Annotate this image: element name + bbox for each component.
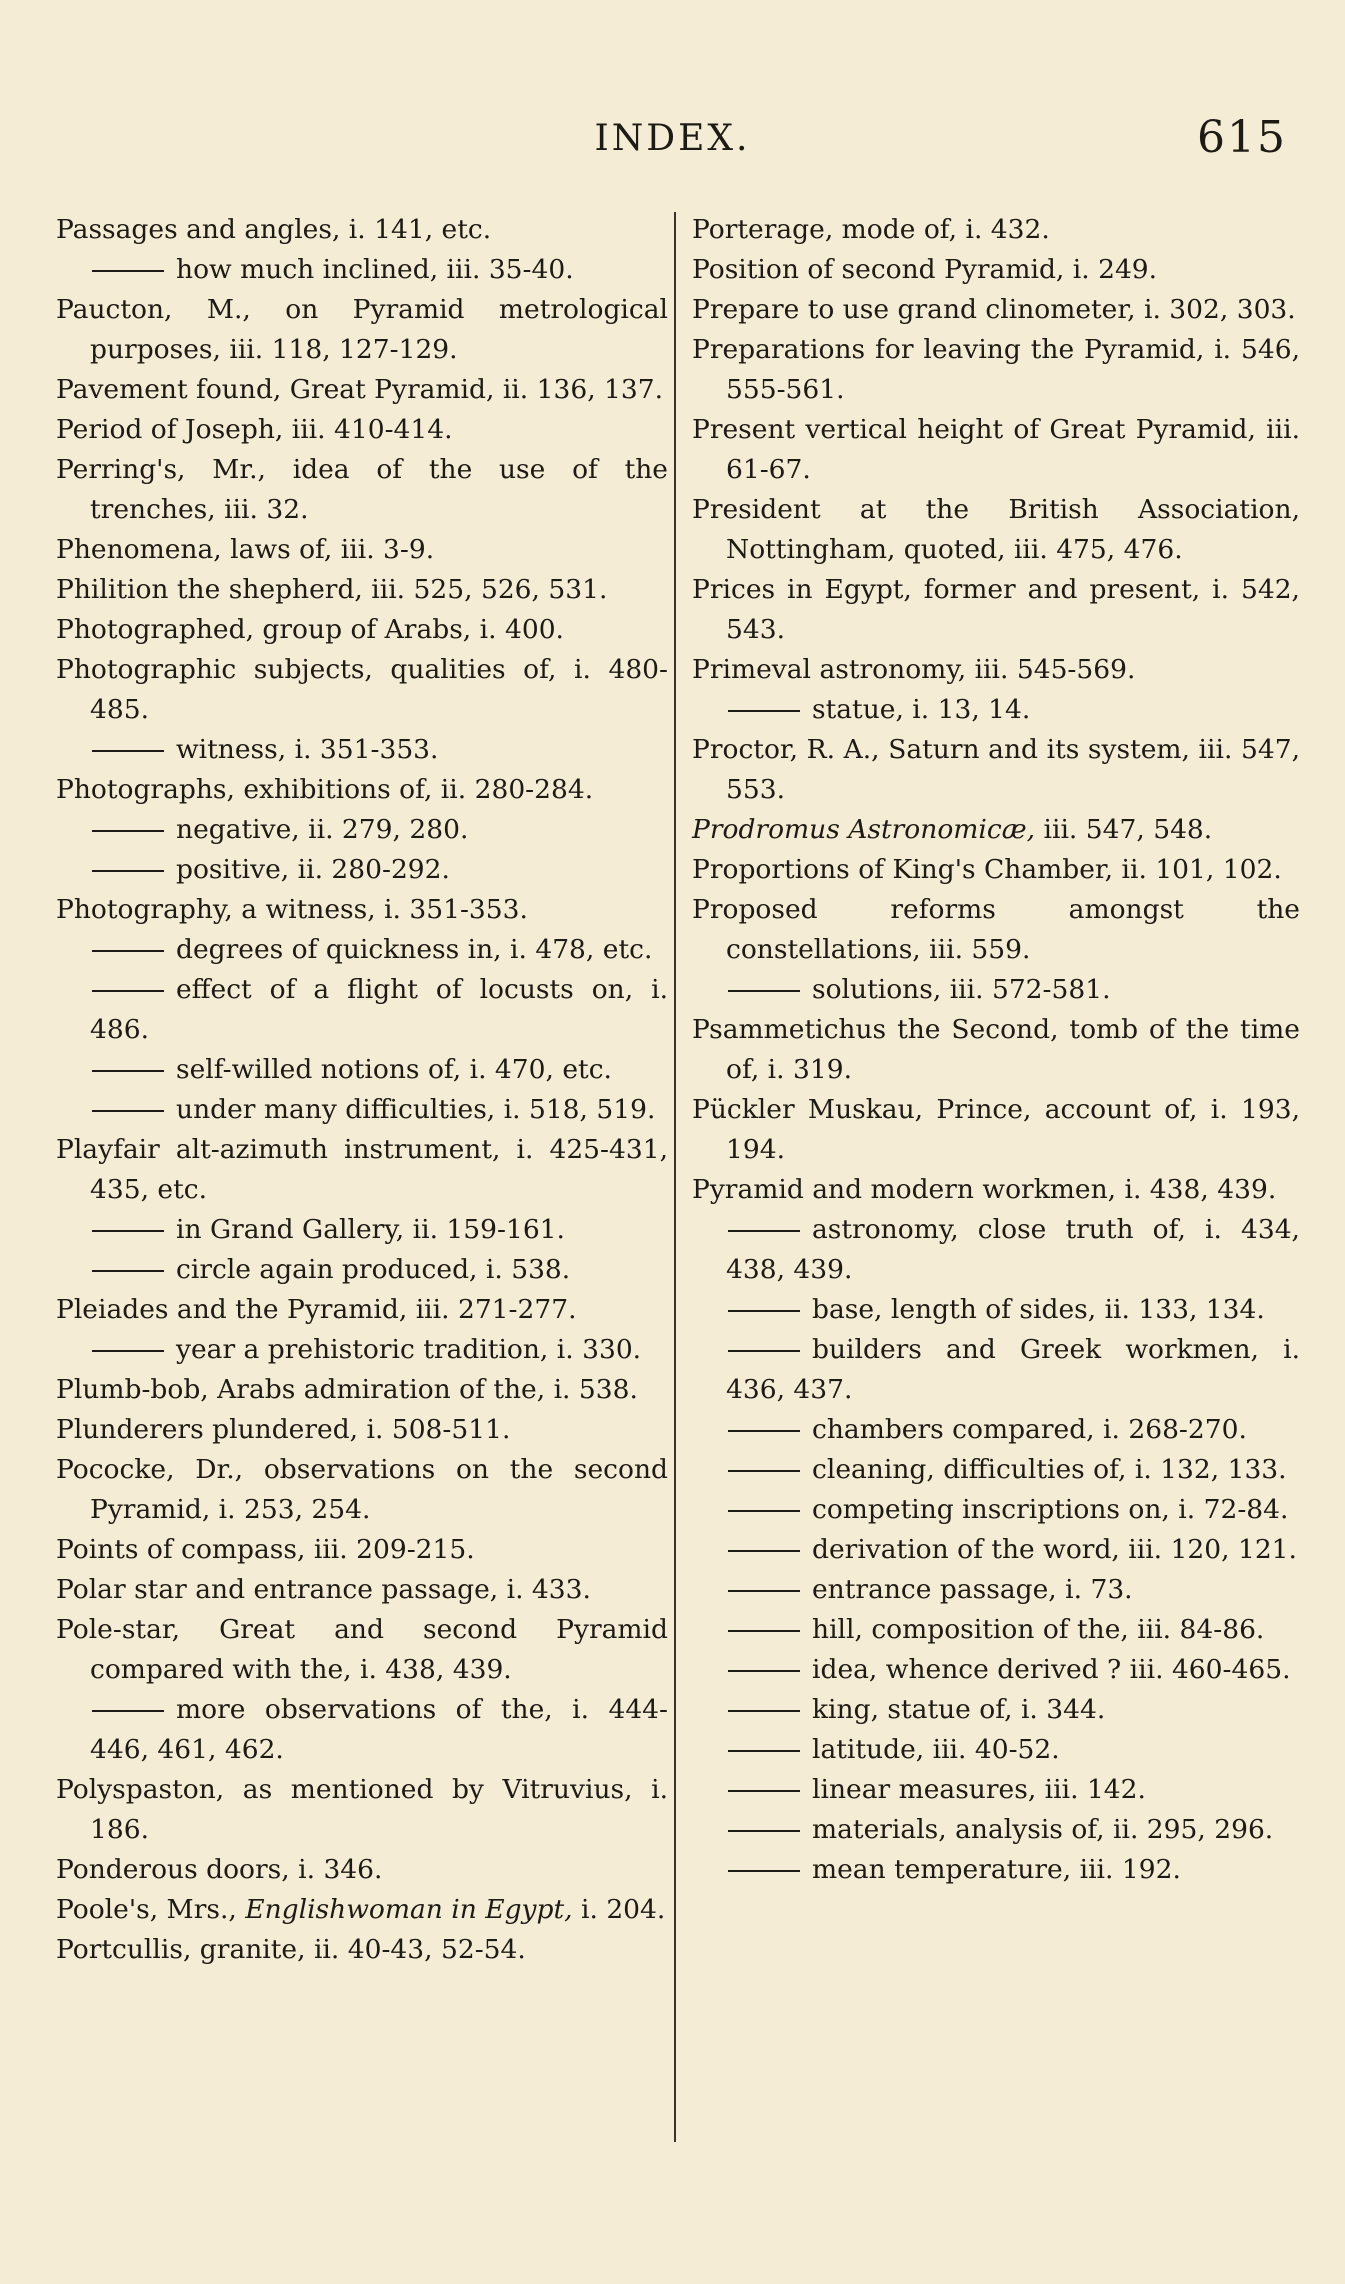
entry-text: Present vertical height of Great Pyramid, iii. 61-67. xyxy=(692,414,1300,485)
entry-text: negative, ii. 279, 280. xyxy=(176,814,469,845)
entry-text: Passages and angles, i. 141, etc. xyxy=(56,214,492,245)
entry-text: effect of a flight of locusts on, i. 486. xyxy=(90,974,668,1045)
index-entry xyxy=(56,1890,668,1930)
ditto-dash xyxy=(728,1550,800,1552)
index-subentry xyxy=(56,810,668,850)
index-entry xyxy=(56,370,668,410)
entry-text: chambers compared, i. 268-270. xyxy=(812,1414,1247,1445)
entry-text: Portcullis, granite, ii. 40-43, 52-54. xyxy=(56,1934,526,1965)
index-subentry xyxy=(56,730,668,770)
index-subentry xyxy=(56,1690,668,1770)
index-entry xyxy=(692,730,1300,810)
ditto-dash xyxy=(728,1790,800,1792)
entry-text: Paucton, M., on Pyramid metrological purposes, iii. 118, 127-129. xyxy=(56,294,668,365)
entry-text: Photographs, exhibitions of, ii. 280-284. xyxy=(56,774,594,805)
index-entry xyxy=(56,450,668,530)
entry-text: Pückler Muskau, Prince, account of, i. 193, 194. xyxy=(692,1094,1300,1165)
entry-text: self-willed notions of, i. 470, etc. xyxy=(176,1054,612,1085)
entry-text: in Grand Gallery, ii. 159-161. xyxy=(176,1214,565,1245)
entry-text: statue, i. 13, 14. xyxy=(812,694,1031,725)
entry-text: Perring's, Mr., idea of the use of the trenches, iii. 32. xyxy=(56,454,668,525)
ditto-dash xyxy=(92,1270,164,1272)
entry-text: linear measures, iii. 142. xyxy=(812,1774,1146,1805)
index-entry xyxy=(692,410,1300,490)
index-subentry xyxy=(692,1530,1300,1570)
ditto-dash xyxy=(728,1230,800,1232)
index-entry xyxy=(692,490,1300,570)
index-entry xyxy=(56,210,668,250)
index-subentry xyxy=(692,1570,1300,1610)
index-entry xyxy=(56,410,668,450)
entry-text: Period of Joseph, iii. 410-414. xyxy=(56,414,453,445)
entry-title-italic: Prodromus Astronomicæ, xyxy=(692,814,1036,845)
ditto-dash xyxy=(728,1750,800,1752)
entry-text: Photographic subjects, qualities of, i. 480-485. xyxy=(56,654,668,725)
entry-text: Pococke, Dr., observations on the second Pyramid, i. 253, 254. xyxy=(56,1454,668,1525)
index-subentry xyxy=(56,250,668,290)
index-subentry xyxy=(692,1850,1300,1890)
entry-text: Philition the shepherd, iii. 525, 526, 531. xyxy=(56,574,608,605)
entry-text: cleaning, difficulties of, i. 132, 133. xyxy=(812,1454,1287,1485)
index-subentry xyxy=(692,1410,1300,1450)
entry-text: Prepare to use grand clinometer, i. 302, 303. xyxy=(692,294,1296,325)
entry-text-after: iii. 547, 548. xyxy=(1035,814,1213,845)
ditto-dash xyxy=(728,990,800,992)
entry-text: mean temperature, iii. 192. xyxy=(812,1854,1181,1885)
entry-text: Psammetichus the Second, tomb of the time of, i. 319. xyxy=(692,1014,1300,1085)
ditto-dash xyxy=(92,870,164,872)
index-entry xyxy=(692,890,1300,970)
entry-text: Plumb-bob, Arabs admiration of the, i. 538. xyxy=(56,1374,638,1405)
entry-text: astronomy, close truth of, i. 434, 438, 439. xyxy=(726,1214,1300,1285)
ditto-dash xyxy=(728,1870,800,1872)
ditto-dash xyxy=(92,990,164,992)
ditto-dash xyxy=(728,1350,800,1352)
page-title: INDEX. xyxy=(594,118,751,159)
entry-text: Photographed, group of Arabs, i. 400. xyxy=(56,614,564,645)
entry-text: Porterage, mode of, i. 432. xyxy=(692,214,1050,245)
entry-text: derivation of the word, iii. 120, 121. xyxy=(812,1534,1297,1565)
ditto-dash xyxy=(728,710,800,712)
index-entry xyxy=(56,1370,668,1410)
index-subentry xyxy=(692,1330,1300,1410)
index-entry xyxy=(56,1450,668,1530)
index-column-right xyxy=(692,210,1300,1890)
index-entry xyxy=(56,610,668,650)
index-subentry xyxy=(56,1250,668,1290)
index-entry xyxy=(692,290,1300,330)
entry-text: witness, i. 351-353. xyxy=(176,734,439,765)
index-subentry xyxy=(56,1330,668,1370)
ditto-dash xyxy=(728,1430,800,1432)
index-subentry xyxy=(56,1050,668,1090)
index-subentry xyxy=(692,1810,1300,1850)
entry-text: Phenomena, laws of, iii. 3-9. xyxy=(56,534,435,565)
entry-text: Poole's, Mrs., xyxy=(56,1894,246,1925)
ditto-dash xyxy=(92,830,164,832)
entry-text: Pavement found, Great Pyramid, ii. 136, 137. xyxy=(56,374,664,405)
ditto-dash xyxy=(92,1070,164,1072)
ditto-dash xyxy=(92,1110,164,1112)
ditto-dash xyxy=(92,1230,164,1232)
entry-text: President at the British Association, Nottingham, quoted, iii. 475, 476. xyxy=(692,494,1300,565)
index-subentry xyxy=(692,1490,1300,1530)
index-entry xyxy=(56,1130,668,1210)
entry-text: idea, whence derived ? iii. 460-465. xyxy=(812,1654,1291,1685)
index-entry xyxy=(56,1290,668,1330)
index-subentry xyxy=(692,1210,1300,1290)
index-entry xyxy=(692,850,1300,890)
index-subentry xyxy=(692,1650,1300,1690)
ditto-dash xyxy=(92,1350,164,1352)
column-divider xyxy=(674,212,676,2142)
entry-text: Playfair alt-azimuth instrument, i. 425-431, 435, etc. xyxy=(56,1134,668,1205)
entry-text: solutions, iii. 572-581. xyxy=(812,974,1111,1005)
ditto-dash xyxy=(92,750,164,752)
index-subentry xyxy=(692,1610,1300,1650)
entry-text: year a prehistoric tradition, i. 330. xyxy=(176,1334,642,1365)
index-entry xyxy=(692,1090,1300,1170)
entry-text: degrees of quickness in, i. 478, etc. xyxy=(176,934,653,965)
entry-text: hill, composition of the, iii. 84-86. xyxy=(812,1614,1265,1645)
entry-text: under many difficulties, i. 518, 519. xyxy=(176,1094,656,1125)
index-subentry xyxy=(692,1770,1300,1810)
index-subentry xyxy=(692,690,1300,730)
index-entry xyxy=(56,1530,668,1570)
entry-text: Ponderous doors, i. 346. xyxy=(56,1854,383,1885)
ditto-dash xyxy=(728,1590,800,1592)
entry-text: competing inscriptions on, i. 72-84. xyxy=(812,1494,1289,1525)
index-subentry xyxy=(56,850,668,890)
entry-text: more observations of the, i. 444-446, 461, 462. xyxy=(90,1694,668,1765)
entry-text: positive, ii. 280-292. xyxy=(176,854,450,885)
index-entry xyxy=(56,1410,668,1450)
entry-text: base, length of sides, ii. 133, 134. xyxy=(812,1294,1265,1325)
index-entry xyxy=(692,250,1300,290)
entry-text: Pleiades and the Pyramid, iii. 271-277. xyxy=(56,1294,577,1325)
entry-text: Proctor, R. A., Saturn and its system, iii. 547, 553. xyxy=(692,734,1300,805)
entry-text: Prices in Egypt, former and present, i. 542, 543. xyxy=(692,574,1300,645)
index-subentry xyxy=(692,1290,1300,1330)
entry-text: how much inclined, iii. 35-40. xyxy=(176,254,574,285)
entry-text: Proposed reforms amongst the constellations, iii. 559. xyxy=(692,894,1300,965)
index-entry xyxy=(56,1570,668,1610)
ditto-dash xyxy=(92,270,164,272)
index-entry xyxy=(56,1610,668,1690)
ditto-dash xyxy=(92,1710,164,1712)
index-entry xyxy=(692,810,1300,850)
ditto-dash xyxy=(728,1710,800,1712)
entry-text: Polyspaston, as mentioned by Vitruvius, i. 186. xyxy=(56,1774,668,1845)
index-subentry xyxy=(56,930,668,970)
index-entry xyxy=(56,1770,668,1850)
index-entry xyxy=(56,1930,668,1970)
ditto-dash xyxy=(92,950,164,952)
entry-text-after: i. 204. xyxy=(572,1894,666,1925)
index-entry xyxy=(56,530,668,570)
index-entry xyxy=(692,330,1300,410)
ditto-dash xyxy=(728,1310,800,1312)
entry-text: materials, analysis of, ii. 295, 296. xyxy=(812,1814,1274,1845)
entry-text: circle again produced, i. 538. xyxy=(176,1254,571,1285)
index-entry xyxy=(56,290,668,370)
index-subentry xyxy=(56,1090,668,1130)
index-entry xyxy=(56,770,668,810)
entry-text: Preparations for leaving the Pyramid, i. 546, 555-561. xyxy=(692,334,1300,405)
index-entry xyxy=(692,650,1300,690)
index-column-left xyxy=(56,210,668,1970)
entry-text: Photography, a witness, i. 351-353. xyxy=(56,894,528,925)
index-entry xyxy=(56,570,668,610)
entry-text: Primeval astronomy, iii. 545-569. xyxy=(692,654,1136,685)
index-entry xyxy=(692,1170,1300,1210)
page-number: 615 xyxy=(1197,112,1287,163)
index-entry xyxy=(56,1850,668,1890)
index-subentry xyxy=(692,1730,1300,1770)
index-entry xyxy=(692,1010,1300,1090)
ditto-dash xyxy=(728,1830,800,1832)
index-subentry xyxy=(692,1450,1300,1490)
entry-text: Proportions of King's Chamber, ii. 101, 102. xyxy=(692,854,1282,885)
ditto-dash xyxy=(728,1670,800,1672)
ditto-dash xyxy=(728,1510,800,1512)
entry-text: builders and Greek workmen, i. 436, 437. xyxy=(726,1334,1300,1405)
index-subentry xyxy=(692,970,1300,1010)
entry-text: entrance passage, i. 73. xyxy=(812,1574,1133,1605)
entry-text: Polar star and entrance passage, i. 433. xyxy=(56,1574,591,1605)
entry-text: Pole-star, Great and second Pyramid compared with the, i. 438, 439. xyxy=(56,1614,668,1685)
index-entry xyxy=(692,210,1300,250)
entry-title-italic: Englishwoman in Egypt, xyxy=(245,1894,573,1925)
entry-text: Points of compass, iii. 209-215. xyxy=(56,1534,475,1565)
page-header xyxy=(0,112,1345,168)
entry-text: Position of second Pyramid, i. 249. xyxy=(692,254,1158,285)
entry-text: king, statue of, i. 344. xyxy=(812,1694,1106,1725)
index-entry xyxy=(56,650,668,730)
index-entry xyxy=(56,890,668,930)
index-subentry xyxy=(692,1690,1300,1730)
index-entry xyxy=(692,570,1300,650)
ditto-dash xyxy=(728,1470,800,1472)
index-subentry xyxy=(56,1210,668,1250)
entry-text: latitude, iii. 40-52. xyxy=(812,1734,1060,1765)
ditto-dash xyxy=(728,1630,800,1632)
entry-text: Plunderers plundered, i. 508-511. xyxy=(56,1414,511,1445)
entry-text: Pyramid and modern workmen, i. 438, 439. xyxy=(692,1174,1277,1205)
index-subentry xyxy=(56,970,668,1050)
